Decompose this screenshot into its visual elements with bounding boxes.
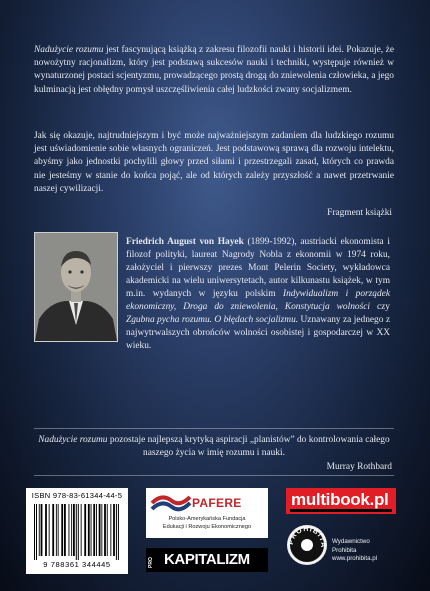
quote-text: pozostaje najlepszą krytyką aspiracji „planistów” do kontrolowania całego naszego życia w imię rozumu i nauki. xyxy=(107,435,390,458)
author-bio-text-1: (1899-1992), austriacki ekonomista i filozof polityki, laureat Nagrody Nobla z ekonomii w 1974 roku, założyciel i pierwszy prezes Mont Pelerin Society, wykładowca akademicki na wielu uniwersytetach, autor kilkunastu książek, w tym m.in. wydanych w języku polskim xyxy=(126,237,390,299)
barcode-bar xyxy=(107,504,108,556)
barcode-bar xyxy=(58,504,59,556)
barcode-bar xyxy=(39,504,40,556)
prokapitalizm-logo xyxy=(146,548,268,572)
barcode-bar xyxy=(45,504,47,556)
publisher-line-1: Wydawnictwo xyxy=(332,538,370,545)
author-bio-text-2: czy xyxy=(369,302,390,312)
pafere-logo xyxy=(146,488,268,538)
multibook-word: multibook.pl xyxy=(291,490,389,509)
prohibita-ring-text: PROHIBITA xyxy=(287,525,327,549)
publisher-info xyxy=(332,538,377,564)
author-book-titles: Indywidualizm i porządek ekonomiczny, Droga do zniewolenia, Konstytucja wolności xyxy=(126,289,390,312)
barcode-bar xyxy=(76,504,77,560)
author-bio xyxy=(126,236,390,353)
barcode-bar xyxy=(56,504,57,556)
barcode-bar xyxy=(41,504,43,556)
pafere-subtitle-line-2: Edukacji i Rozwoju Ekonomicznego xyxy=(162,524,252,530)
barcode-bars xyxy=(34,504,120,560)
barcode-bar xyxy=(118,504,119,560)
barcode-bar xyxy=(34,504,35,560)
barcode-bar xyxy=(81,504,82,556)
blurb-paragraph-1 xyxy=(34,44,394,97)
quote-top-divider xyxy=(34,428,394,429)
barcode-bar xyxy=(88,504,90,556)
quote-source: Murray Rothbard xyxy=(326,462,392,472)
barcode-bar xyxy=(61,504,63,556)
barcode-bar xyxy=(36,504,37,560)
barcode-bar xyxy=(96,504,97,556)
barcode-bar xyxy=(104,504,106,556)
publisher-url: www.prohibita.pl xyxy=(332,555,378,562)
author-portrait-image xyxy=(35,233,117,341)
isbn-label: ISBN 978-83-61344-44-5 xyxy=(31,491,123,500)
blurb-paragraph-1-text: jest fascynującą książką z zakresu filozofii nauki i historii idei. Pokazuje, że nowożytny racjonalizm, który jest podstawą sukcesów nauki i techniki, występuje również w wynaturzonej postaci scjentyzmu, prowadzącego prostą drogą do zniewolenia człowieka, a jego kulminacją jest obłędny pomysł uszczęśliwienia całej ludzkości zwany socjalizmem. xyxy=(34,45,394,95)
barcode-bar xyxy=(71,504,72,556)
barcode-bar xyxy=(64,504,66,556)
author-bio-text-3: Uznawany za jednego z najwytrwalszych obrońców wolności osobistej i gospodarczej w XX wieku. xyxy=(126,315,390,351)
barcode-number: 9 788361 344445 xyxy=(43,560,111,569)
barcode-bar xyxy=(69,504,70,556)
barcode-bar xyxy=(84,504,86,556)
multibook-underline xyxy=(290,509,392,512)
pafere-subtitle xyxy=(150,515,264,531)
quote-bottom-divider xyxy=(34,475,394,476)
barcode-bar xyxy=(49,504,50,556)
prohibita-logo xyxy=(286,524,328,566)
isbn-barcode xyxy=(26,488,128,574)
author-book-title-last: Zgubna pycha rozumu. O błędach socjalizmu. xyxy=(126,315,299,325)
barcode-bar xyxy=(73,504,75,556)
barcode-bar xyxy=(116,504,117,560)
pafere-flag-icon xyxy=(150,491,194,515)
barcode-bar xyxy=(52,504,54,556)
pafere-name: PAFERE xyxy=(192,496,242,510)
barcode-bar xyxy=(78,504,79,560)
barcode-bar xyxy=(101,504,102,556)
barcode-bar xyxy=(99,504,101,556)
barcode-bar xyxy=(93,504,95,556)
prohibita-seal-icon xyxy=(286,524,328,566)
multibook-logo xyxy=(286,488,396,514)
barcode-bar xyxy=(110,504,111,556)
fragment-source: Fragment książki xyxy=(327,208,392,218)
author-photo xyxy=(34,232,118,342)
author-name: Friedrich August von Hayek xyxy=(126,237,244,247)
rothbard-quote xyxy=(34,434,394,460)
prokapitalizm-prefix: PRO xyxy=(148,557,154,568)
quote-book-title: Nadużycie rozumu xyxy=(38,435,108,445)
prokapitalizm-word: KAPITALIZM xyxy=(164,551,250,568)
book-title-inline: Nadużycie rozumu xyxy=(34,45,104,55)
publisher-line-2: Prohibita xyxy=(332,546,357,554)
barcode-bar xyxy=(113,504,115,556)
pafere-subtitle-line-1: Polsko-Amerykańska Fundacja xyxy=(168,516,246,522)
blurb-paragraph-2: Jak się okazuje, najtrudniejszym i być może najważniejszym zadaniem dla ludzkiego rozumu jest uświadomienie sobie własnych ograniczeń. Jest podstawową sprawą dla rozwoju intelektu, abyśmy jako jednostki pochylili głowy przed siłami i przestrzegali zasad, których co prawda nie jesteśmy w stanie do końca pojąć, ale od których zależy przyszłość a nawet przetrwanie naszej cywilizacji. xyxy=(34,131,394,194)
barcode-bar xyxy=(91,504,92,556)
